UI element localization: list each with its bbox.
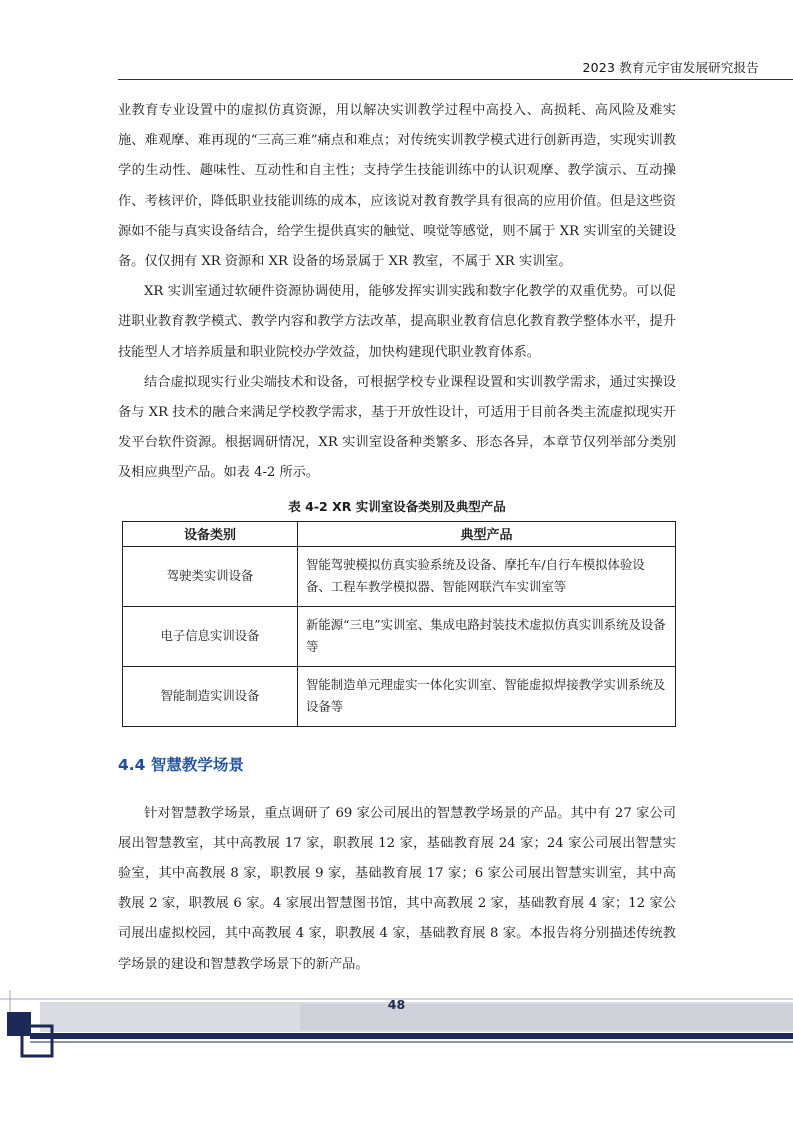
footer-corner-square-outer (7, 1012, 31, 1036)
table-header-products: 典型产品 (298, 521, 676, 546)
section-paragraph: 针对智慧教学场景，重点调研了 69 家公司展出的智慧教学场景的产品。其中有 27 家公司展出智慧教室，其中高教展 17 家，职教展 12 家，基础教育展 24 家；24 家公司展出智慧实验室，其中高教展 8 家，职教展 9 家，基础教育展 17 家；6 家公司展出智慧实训室，其中高教展 2 家，职教展 6 家。4 家展出智慧图书馆，其中高教展 2 家，基础教育展 4 家；12 家公司展出虚拟校园，其中高教展 4 家，职教展 4 家，基础教育展 8 家。本报告将分别描述传统教学场景的建设和智慧教学场景下的新产品。 (118, 805, 676, 972)
table-row (123, 606, 676, 666)
table-cell-category: 电子信息实训设备 (123, 606, 298, 666)
section-title: 4.4 智慧教学场景 (118, 755, 244, 774)
table-cell-products: 智能制造单元理虚实一体化实训室、智能虚拟焊接教学实训系统及设备等 (298, 666, 676, 726)
body-paragraph-1: 业教育专业设置中的虚拟仿真资源，用以解决实训教学过程中高投入、高损耗、高风险及难实施、难观摩、难再现的“三高三难”痛点和难点；对传统实训教学模式进行创新再造，实现实训教学的生动性、趣味性、互动性和自主性；支持学生技能训练中的认识观摩、教学演示、互动操作、考核评价，降低职业技能训练的成本，应该说对教育教学具有很高的应用价值。但是这些资源如不能与真实设备结合，给学生提供真实的触觉、嗅觉等感觉，则不属于 XR 实训室的关键设备。仅仅拥有 XR 资源和 XR 设备的场景属于 XR 教室，不属于 XR 实训室。 (118, 103, 676, 270)
table-caption: 表 4-2 XR 实训室设备类别及典型产品 (288, 498, 506, 514)
page-number: 48 (387, 997, 406, 1012)
body-paragraph-2: XR 实训室通过软硬件资源协调使用，能够发挥实训实践和数字化教学的双重优势。可以促进职业教育教学模式、教学内容和教学方法改革，提高职业教育信息化教育教学整体水平，提升技能型人才培养质量和职业院校办学效益，加快构建现代职业教育体系。 (118, 284, 676, 360)
page-header-title: 2023 教育元宇宙发展研究报告 (582, 60, 759, 75)
table-cell-products: 新能源“三电”实训室、集成电路封装技术虚拟仿真实训系统及设备等 (298, 606, 676, 666)
table-cell-category: 驾驶类实训设备 (123, 546, 298, 606)
table-cell-products: 智能驾驶模拟仿真实验系统及设备、摩托车/自行车模拟体验设备、工程车教学模拟器、智能网联汽车实训室等 (298, 546, 676, 606)
table-row (123, 546, 676, 606)
table-cell-category: 智能制造实训设备 (123, 666, 298, 726)
page-content (118, 96, 676, 980)
table-row (123, 666, 676, 726)
equipment-table (122, 521, 676, 727)
table-header-row (123, 521, 676, 546)
table-header-category: 设备类别 (123, 521, 298, 546)
body-paragraph-3: 结合虚拟现实行业尖端技术和设备，可根据学校专业课程设置和实训教学需求，通过实操设备与 XR 技术的融合来满足学校教学需求，基于开放性设计，可适用于目前各类主流虚拟现实开发平台软件资源。根据调研情况，XR 实训室设备种类繁多、形态各异，本章节仅列举部分类别及相应典型产品。如表 4-2 所示。 (118, 374, 676, 481)
footer-navy-bar (30, 1033, 793, 1039)
header-divider (118, 79, 793, 80)
